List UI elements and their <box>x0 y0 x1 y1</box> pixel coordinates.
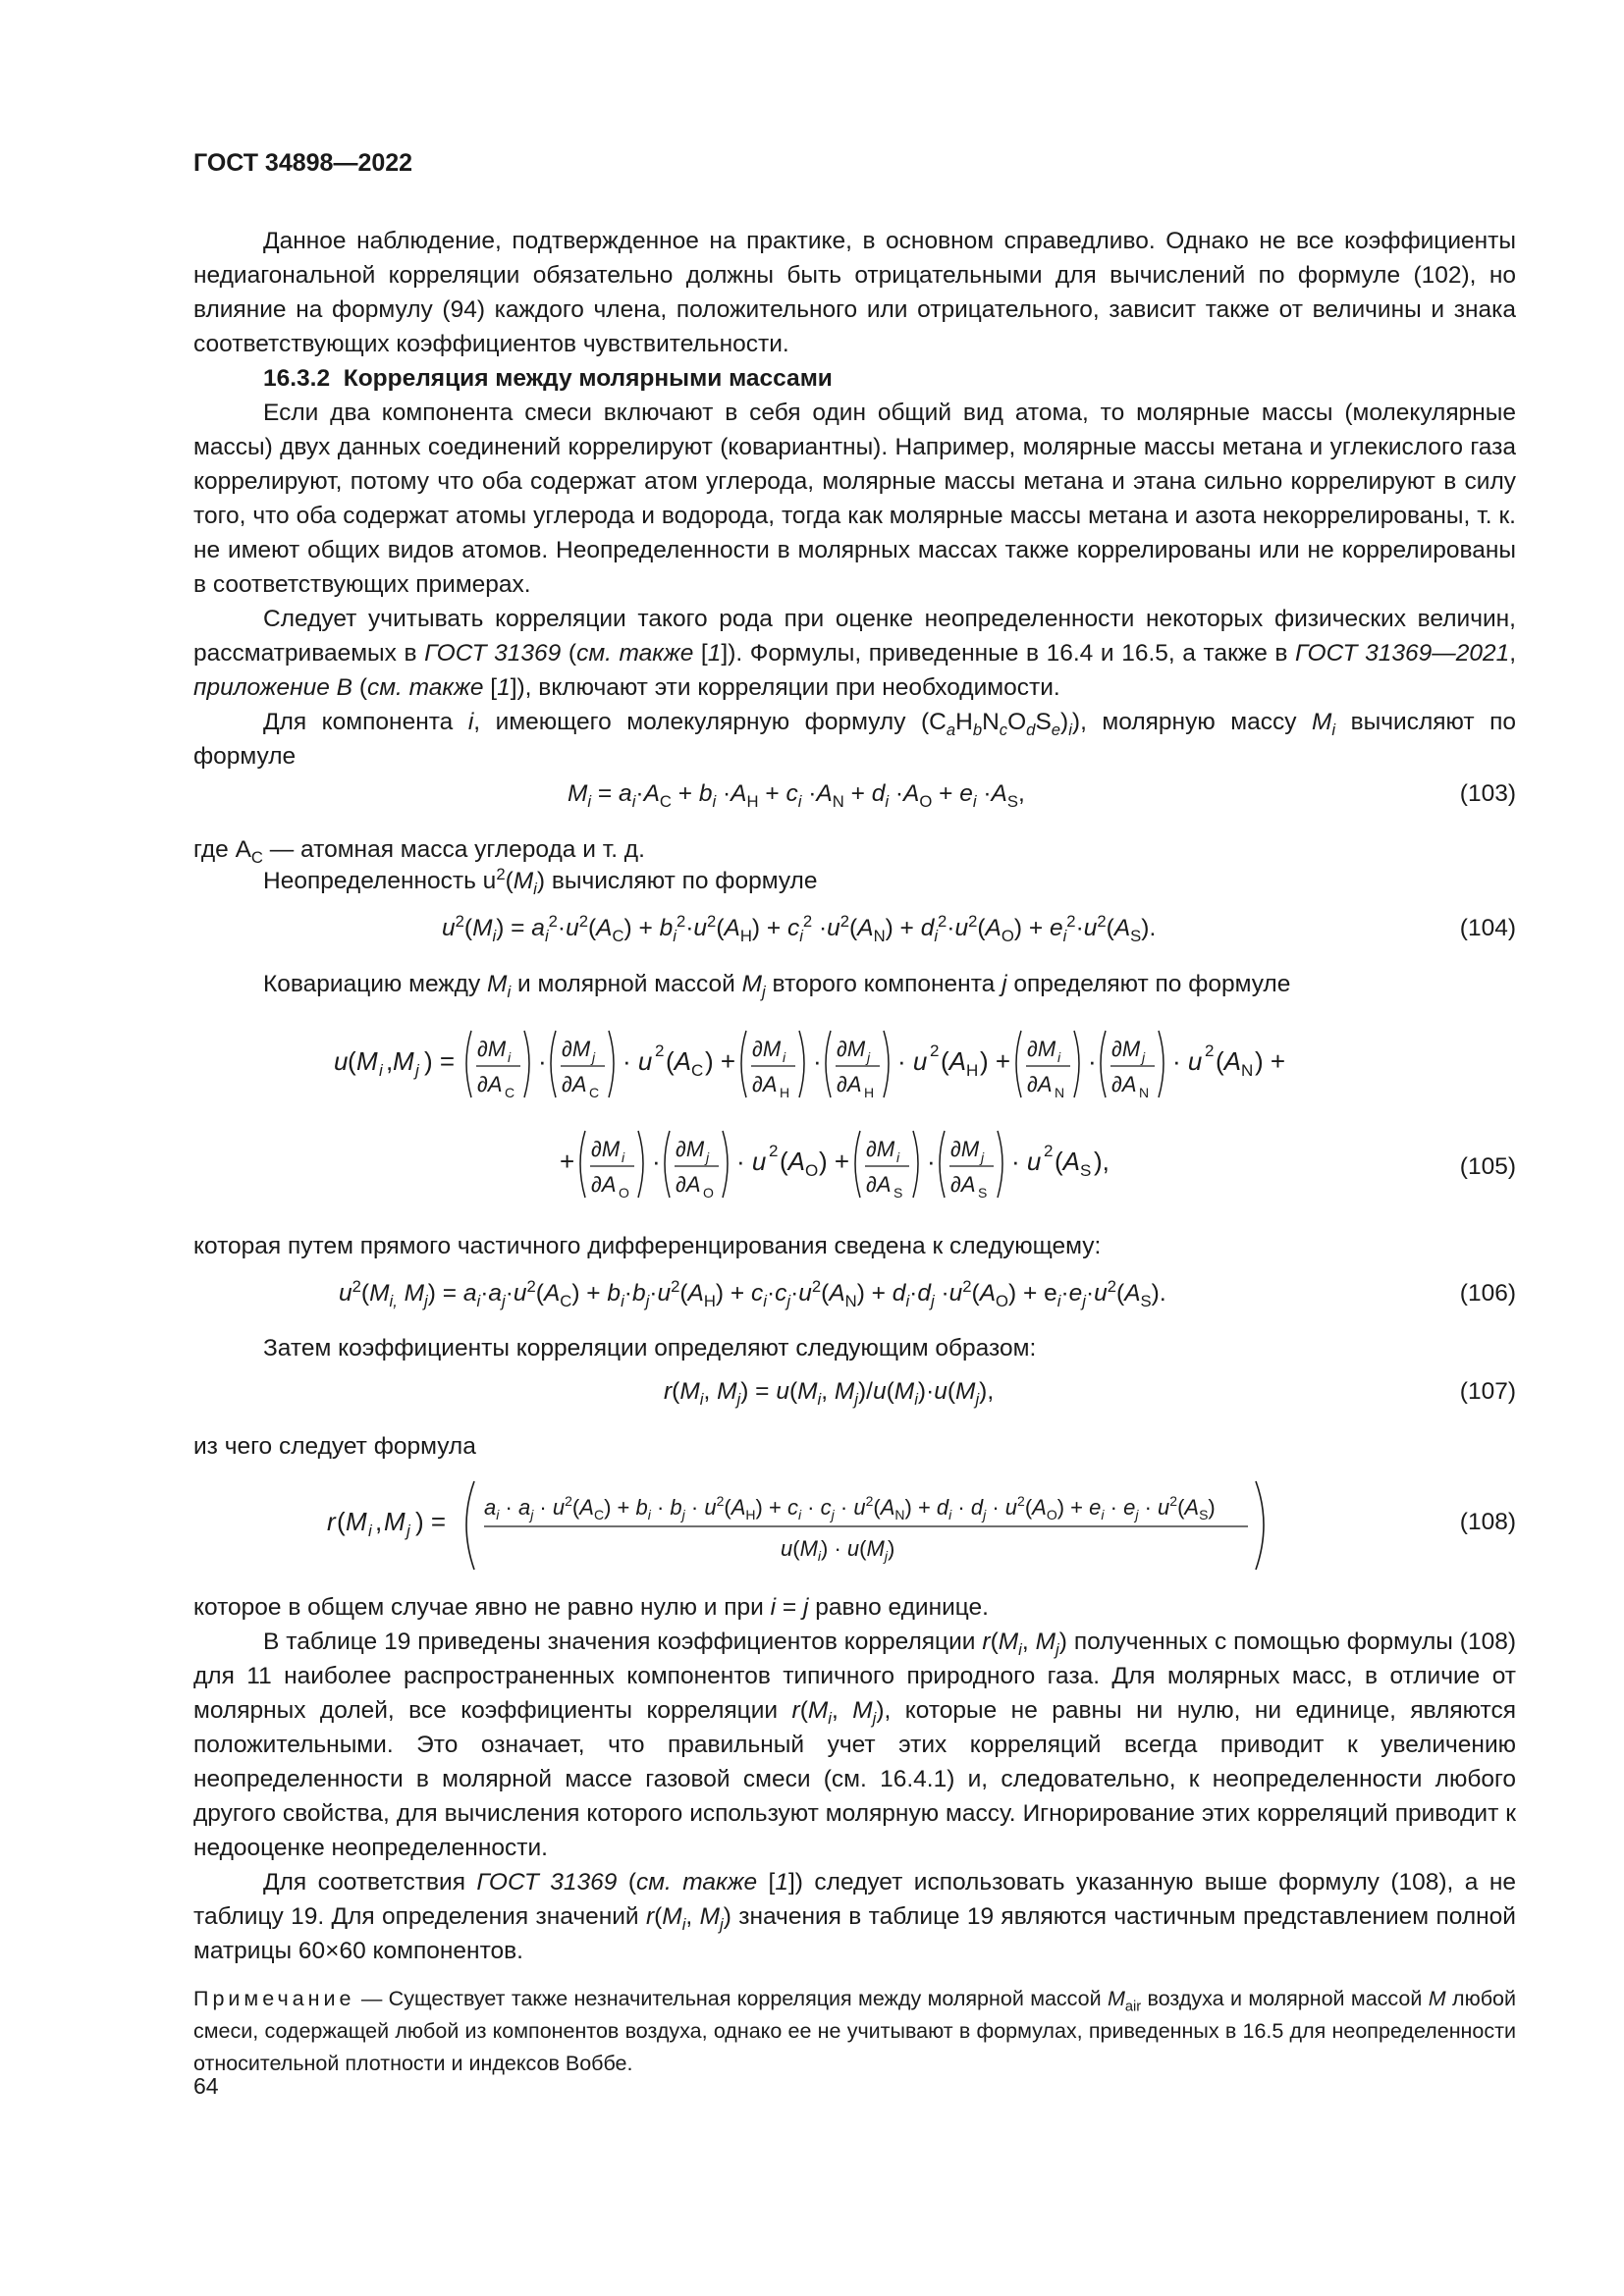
svg-text:i: i <box>622 1149 625 1165</box>
svg-text:i: i <box>508 1049 512 1065</box>
svg-text:(A: (A <box>1216 1046 1242 1076</box>
svg-text:2: 2 <box>930 1041 940 1060</box>
svg-text:∂A: ∂A <box>676 1172 701 1197</box>
equation-106: $u^2(M_{i,}$ $M_j) = a_i\cdot a_j\cdot u^2(A_C) + b_i\cdot b_j\cdot u^2(A_H) + c_i\cdot c_j\cdot u^2(A_N) + d_i\cdot d_j \cdot u^2(A_O) + e_i\cdot e_j\cdot u^2(A_S)$. <box>339 1276 1166 1310</box>
svg-text:j: j <box>406 1522 410 1540</box>
equation-104: $u^2(M_i) = a_i^2\cdot u^2(A_C) + b_i^2\cdot u^2(A_H) + c_i^2 \cdot u^2(A_N) + d_i^2\cdot u^2(A_O) + e_i^2\cdot u^2(A_S)$. <box>442 911 1157 945</box>
svg-text:(A: (A <box>941 1046 967 1076</box>
svg-text:2: 2 <box>1044 1142 1054 1160</box>
svg-text:∂A: ∂A <box>752 1072 778 1096</box>
svg-text:∂M: ∂M <box>1111 1037 1141 1061</box>
document-header: ГОСТ 34898—2022 <box>193 149 413 177</box>
paragraph-table-19: В таблице 19 приведены значения коэффициентов корреляции $r(M_i$, $M_j$) полученных с помощью формулы (108) для 11 наиболее распространенных компонентов типичного природного газа. Для молярных масс, в отличие от молярных долей, все коэффициенты корреляции $r(M_i$, $M_j$), которые не равны ни нулю, ни единице, являются положительными. Это означает, что правильный учет этих корреляций всегда приводит к увеличению неопределенности в молярной массе газовой смеси (см. 16.4.1) и, следовательно, к неопределенности любого другого свойства, для вычисления которого используют молярную массу. Игнорирование этих корреляций приводит к недооценке неопределенности. <box>193 1629 1516 1861</box>
text-block-bottom <box>193 1590 1516 1968</box>
svg-text:(A: (A <box>666 1046 692 1076</box>
svg-text:) +: ) + <box>980 1046 1011 1076</box>
frac-dMi-dAS <box>855 1131 918 1201</box>
svg-text:∂A: ∂A <box>866 1172 892 1197</box>
text-block-top <box>193 224 1516 774</box>
svg-text:(A: (A <box>1055 1147 1081 1176</box>
svg-text:(: ( <box>337 1507 346 1536</box>
svg-text:∂M: ∂M <box>1027 1037 1056 1061</box>
svg-text:M: M <box>346 1507 367 1536</box>
eq107-intro: Затем коэффициенты корреляции определяют следующим образом: <box>263 1335 1037 1362</box>
intro-paragraph: Данное наблюдение, подтвержденное на практике, в основном справедливо. Однако не все коэффициенты недиагональной корреляции обязательно должны быть отрицательными для вычислений по формуле (102), но влияние на формулу (94) каждого члена, положительного или отрицательного, зависит также от величины и знака соответствующих коэффициентов чувствительности. <box>193 228 1516 357</box>
svg-text:i: i <box>783 1049 786 1065</box>
svg-text:·: · <box>1088 1046 1097 1076</box>
svg-text:· u: · u <box>1172 1046 1203 1076</box>
paragraph-molecular-formula: Для компонента i, имеющего молекулярную формулу $(C_aH_bN_cO_dS_e)_i$), молярную массу $M_i$ вычисляют по формуле <box>193 709 1517 770</box>
svg-text:∂M: ∂M <box>752 1037 782 1061</box>
svg-text:∂A: ∂A <box>837 1072 862 1096</box>
svg-text:H: H <box>780 1085 790 1100</box>
svg-text:,: , <box>386 1046 394 1076</box>
note-label: Примечание <box>193 1987 355 2010</box>
svg-text:u(Mi) · u(Mj): $u(M_i) \cdot u(M_j)$ <box>781 1536 895 1564</box>
note: Примечание — Существует также незначительная корреляция между молярной массой $M_{air}$ воздуха и молярной массой M любой смеси, содержащей любой из компонентов воздуха, однако ее не учитывают в формулах, приведенных в 16.5 для неопределенности относительной плотности и индексов Воббе. <box>193 1987 1516 2075</box>
eq103-note: где $A_C$ — атомная масса углерода и т. д. <box>193 836 645 867</box>
equation-number-106: (106) <box>1459 1280 1516 1307</box>
svg-text:· u: · u <box>1011 1147 1042 1176</box>
svg-text:H: H <box>864 1085 875 1100</box>
svg-text:∂A: ∂A <box>562 1072 587 1096</box>
equation-103: $M_i = a_i\cdot A_C + b_i \cdot A_H + c_i \cdot A_N + d_i \cdot A_O + e_i \cdot A_S$, <box>568 780 1025 811</box>
svg-text:M: M <box>384 1507 406 1536</box>
frac-dMi-dAC <box>466 1031 529 1100</box>
frac-dMi-dAH <box>741 1031 804 1100</box>
svg-text:∂M: ∂M <box>477 1037 507 1061</box>
section-heading: 16.3.2 Корреляция между молярными массами <box>263 365 833 392</box>
svg-text:∂A: ∂A <box>477 1072 503 1096</box>
svg-text:M: M <box>356 1046 378 1076</box>
svg-text:·: · <box>813 1046 822 1076</box>
page-number: 64 <box>193 2073 219 2099</box>
svg-text:ai · aj · u2(AC) + bi · bj · u: $a_i \cdot a_j \cdot u^2(A_C) + b_i \cdot b_j \cdot u^2(A_H) + c_i \cdot c_j \cdot u^2(A_N) + d_i \cdot d_j \cdot u^2(A_O) + e_i \cdot e_j \cdot u^2(A_S)$ <box>484 1493 1216 1522</box>
equation-number-108: (108) <box>1459 1509 1516 1535</box>
svg-text:N: N <box>1139 1085 1150 1100</box>
svg-text:S: S <box>893 1185 903 1201</box>
svg-text:∂M: ∂M <box>837 1037 866 1061</box>
svg-text:C: C <box>505 1085 515 1100</box>
frac-dMj-dAN <box>1101 1031 1164 1100</box>
svg-text:∂A: ∂A <box>1027 1072 1053 1096</box>
equation-105-line-2 <box>560 1119 1149 1212</box>
equation-number-107: (107) <box>1459 1378 1516 1405</box>
svg-text:· u: · u <box>736 1147 767 1176</box>
svg-text:∂M: ∂M <box>562 1037 591 1061</box>
paragraph-compliance: Для соответствия ГОСТ 31369 (см. также [1]) следует использовать указанную выше формулу (108), а не таблицу 19. Для определения значений $r(M_i$, $M_j$) значения в таблице 19 являются частичным представлением полной матрицы 60×60 компонентов. <box>193 1869 1516 1964</box>
svg-text:∂A: ∂A <box>1111 1072 1137 1096</box>
frac-dMi-dAN <box>1016 1031 1079 1100</box>
svg-text:j: j <box>867 1049 871 1065</box>
svg-text:+: + <box>560 1147 575 1176</box>
svg-text:) +: ) + <box>819 1147 850 1176</box>
svg-text:) =: ) = <box>424 1046 456 1076</box>
svg-text:·: · <box>538 1046 547 1076</box>
eq108-intro: из чего следует формула <box>193 1433 476 1460</box>
svg-text:∂M: ∂M <box>950 1137 980 1161</box>
equation-number-105: (105) <box>1459 1153 1516 1180</box>
frac-dMi-dAO <box>580 1131 643 1201</box>
equation-number-104: (104) <box>1459 915 1516 941</box>
svg-text:j: j <box>706 1149 710 1165</box>
svg-text:·: · <box>927 1147 936 1176</box>
frac-dMj-dAC <box>551 1031 614 1100</box>
svg-text:∂M: ∂M <box>676 1137 705 1161</box>
svg-text:i: i <box>379 1061 383 1080</box>
svg-text:·: · <box>652 1147 661 1176</box>
equation-107: $r(M_i$, $M_j) = u(M_i$, $M_j)/u(M_i)\cdot u(M_j)$, <box>664 1378 995 1409</box>
equation-number-103: (103) <box>1459 780 1516 807</box>
paragraph-molar-correlation: Если два компонента смеси включают в себя один общий вид атома, то молярные массы (молекулярные массы) двух данных соединений коррелируют (ковариантны). Например, молярные массы метана и углекислого газа коррелируют, потому что оба содержат атом углерода, молярные массы метана и этана сильно коррелируют в силу того, что оба содержат атомы углерода и водорода, тогда как молярные массы метана и азота некоррелированы, т. к. не имеют общих видов атомов. Неопределенности в молярных массах также коррелированы или не коррелированы в соответствующих примерах. <box>193 400 1516 598</box>
svg-text:j: j <box>1142 1049 1146 1065</box>
paragraph-gost-reference: Следует учитывать корреляции такого рода при оценке неопределенности некоторых физических величин, рассматриваемых в ГОСТ 31369 (см. также [1]). Формулы, приведенные в 16.4 и 16.5, а также в ГОСТ 31369—2021, приложение В (см. также [1]), включают эти корреляции при необходимости. <box>193 606 1517 701</box>
eq104-intro: Неопределенность $u^2(M_i)$ вычисляют по формуле <box>263 864 818 898</box>
svg-text:N: N <box>1055 1085 1065 1100</box>
equation-108 <box>327 1475 1397 1578</box>
frac-dMj-dAO <box>665 1131 728 1201</box>
eq105-intro: Ковариацию между $M_i$ и молярной массой $M_j$ второго компонента j определяют по формуле <box>263 971 1291 1001</box>
svg-text:∂M: ∂M <box>591 1137 621 1161</box>
svg-text:(: ( <box>348 1046 356 1076</box>
svg-text:i: i <box>1057 1049 1061 1065</box>
svg-text:u: u <box>334 1046 349 1076</box>
svg-text:j: j <box>415 1061 419 1080</box>
svg-text:· u: · u <box>897 1046 928 1076</box>
svg-text:C: C <box>589 1085 600 1100</box>
svg-text:C: C <box>691 1061 704 1080</box>
svg-text:· u: · u <box>623 1046 653 1076</box>
eq106-intro: которая путем прямого частичного дифференцирования сведена к следующему: <box>193 1233 1102 1259</box>
svg-text:∂A: ∂A <box>591 1172 617 1197</box>
svg-text:O: O <box>619 1185 629 1201</box>
svg-text:,: , <box>375 1507 383 1536</box>
svg-text:),: ), <box>1094 1147 1110 1176</box>
svg-text:2: 2 <box>655 1041 665 1060</box>
equation-105-line-1 <box>334 1019 1335 1112</box>
svg-text:i: i <box>368 1522 372 1540</box>
svg-text:) +: ) + <box>1255 1046 1286 1076</box>
svg-text:∂A: ∂A <box>950 1172 976 1197</box>
svg-text:S: S <box>1080 1161 1092 1180</box>
svg-text:M: M <box>393 1046 414 1076</box>
svg-text:) =: ) = <box>415 1507 447 1536</box>
frac-dMj-dAH <box>826 1031 889 1100</box>
svg-text:j: j <box>981 1149 985 1165</box>
svg-text:O: O <box>805 1161 819 1180</box>
svg-text:S: S <box>978 1185 988 1201</box>
frac-dMj-dAS <box>940 1131 1002 1201</box>
svg-text:N: N <box>1241 1061 1254 1080</box>
svg-text:j: j <box>592 1049 596 1065</box>
svg-text:r: r <box>327 1507 336 1536</box>
svg-text:2: 2 <box>1205 1041 1215 1060</box>
svg-text:i: i <box>896 1149 900 1165</box>
svg-text:O: O <box>703 1185 714 1201</box>
svg-text:2: 2 <box>769 1142 779 1160</box>
svg-text:∂M: ∂M <box>866 1137 895 1161</box>
svg-text:(A: (A <box>780 1147 806 1176</box>
svg-text:) +: ) + <box>705 1046 736 1076</box>
svg-text:H: H <box>966 1061 979 1080</box>
eq108-after: которое в общем случае явно не равно нулю и при i = j равно единице. <box>193 1594 989 1621</box>
